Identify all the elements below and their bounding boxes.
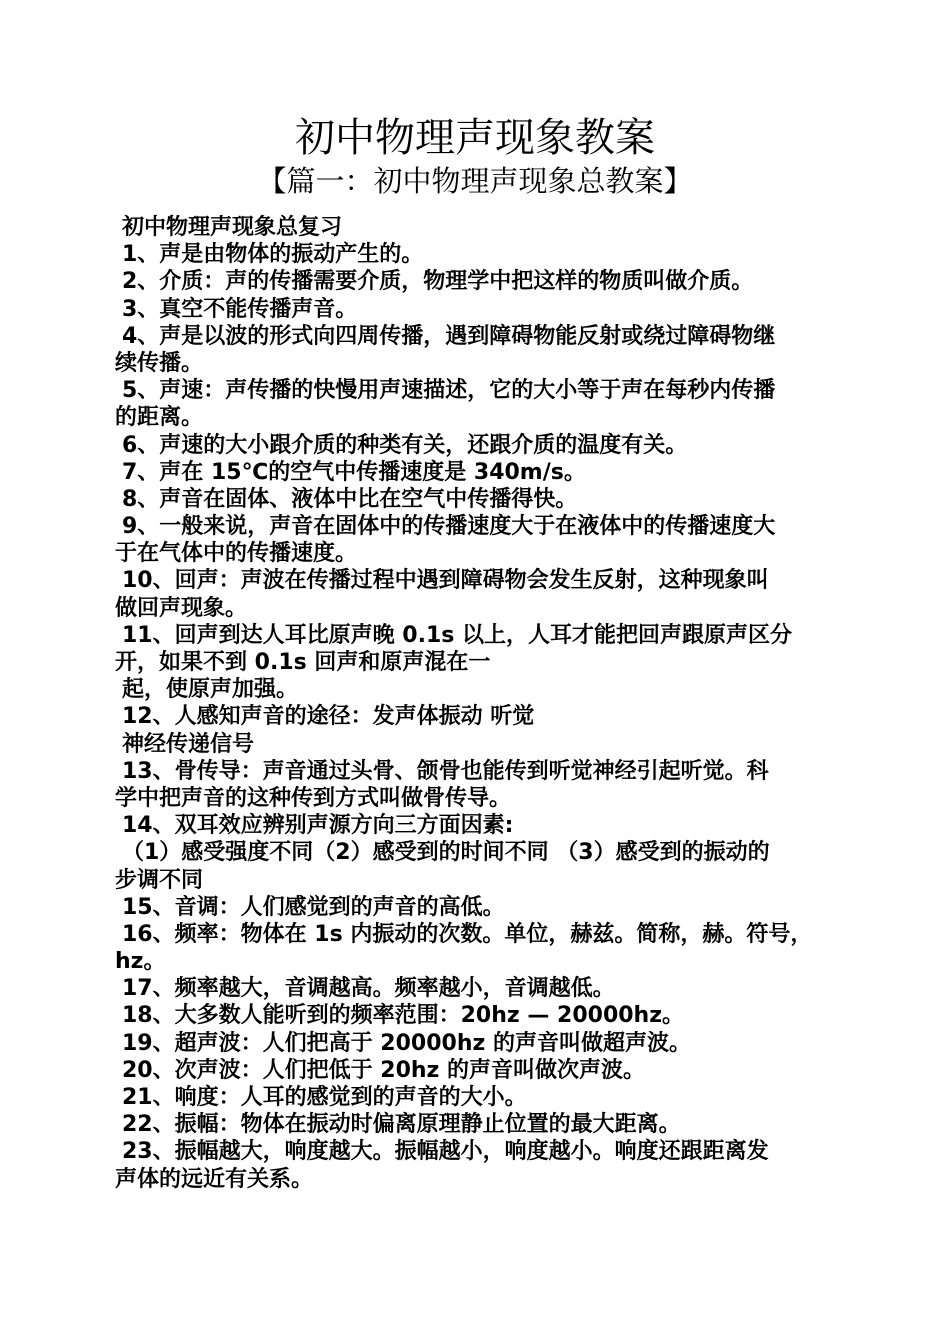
body-line: 10、回声：声波在传播过程中遇到障碍物会发生反射，这种现象叫 — [122, 568, 769, 594]
body-line: 学中把声音的这种传到方式叫做骨传导。 — [115, 785, 512, 811]
body-line: 1、声是由物体的振动产生的。 — [122, 242, 424, 268]
body-line: 14、双耳效应辨别声源方向三方面因素: — [122, 813, 514, 839]
body-line: 16、频率：物体在 1s 内振动的次数。单位，赫兹。简称，赫。符号， — [122, 921, 813, 947]
body-line: 9、一般来说，声音在固体中的传播速度大于在液体中的传播速度大 — [122, 514, 776, 540]
body-line: 17、频率越大，音调越高。频率越小，音调越低。 — [122, 976, 615, 1002]
body-line: 20、次声波：人们把低于 20hz 的声音叫做次声波。 — [122, 1057, 646, 1083]
body-line: 18、大多数人能听到的频率范围：20hz — 20000hz。 — [122, 1003, 685, 1029]
body-line: 初中物理声现象总复习 — [122, 215, 343, 240]
body-line: 的距离。 — [115, 405, 204, 431]
body-line: 续传播。 — [115, 350, 204, 376]
body-line: 步调不同 — [115, 867, 204, 893]
body-line: 做回声现象。 — [115, 595, 248, 621]
body-line: 开，如果不到 0.1s 回声和原声混在一 — [115, 650, 491, 675]
body-line: 13、骨传导：声音通过头骨、颌骨也能传到听觉神经引起听觉。科 — [122, 758, 769, 784]
body-line: （1）感受强度不同（2）感受到的时间不同 （3）感受到的振动的 — [122, 840, 770, 866]
body-line: hz。 — [115, 949, 166, 975]
body-line: 3、真空不能传播声音。 — [122, 296, 358, 322]
body-line: 2、介质：声的传播需要介质，物理学中把这样的物质叫做介质。 — [122, 269, 754, 295]
document-body — [115, 214, 840, 1193]
body-line: 11、回声到达人耳比原声晚 0.1s 以上，人耳才能把回声跟原声区分 — [122, 622, 793, 648]
document-title: 初中物理声现象教案 — [295, 115, 655, 161]
body-line: 19、超声波：人们把高于 20000hz 的声音叫做超声波。 — [122, 1030, 691, 1056]
body-line: 神经传递信号 — [122, 731, 255, 757]
body-line: 于在气体中的传播速度。 — [115, 541, 358, 567]
body-line: 起，使原声加强。 — [122, 677, 299, 703]
body-line: 8、声音在固体、液体中比在空气中传播得快。 — [122, 486, 578, 512]
body-line: 7、声在 15℃的空气中传播速度是 340m/s。 — [122, 459, 586, 485]
body-line: 6、声速的大小跟介质的种类有关，还跟介质的温度有关。 — [122, 432, 688, 458]
body-line: 21、响度：人耳的感觉到的声音的大小。 — [122, 1085, 527, 1110]
body-line: 声体的远近有关系。 — [115, 1166, 314, 1192]
body-line: 22、振幅：物体在振动时偏离原理静止位置的最大距离。 — [122, 1112, 681, 1138]
body-line: 12、人感知声音的途径：发声体振动 听觉 — [122, 704, 535, 730]
document-subtitle: 【篇一：初中物理声现象总教案】 — [257, 164, 693, 198]
body-line: 15、音调：人们感觉到的声音的高低。 — [122, 894, 505, 920]
body-line: 5、声速：声传播的快慢用声速描述，它的大小等于声在每秒内传播 — [122, 378, 776, 404]
body-line: 4、声是以波的形式向四周传播，遇到障碍物能反射或绕过障碍物继 — [122, 323, 776, 349]
body-line: 23、振幅越大，响度越大。振幅越小，响度越小。响度还跟距离发 — [122, 1139, 769, 1165]
